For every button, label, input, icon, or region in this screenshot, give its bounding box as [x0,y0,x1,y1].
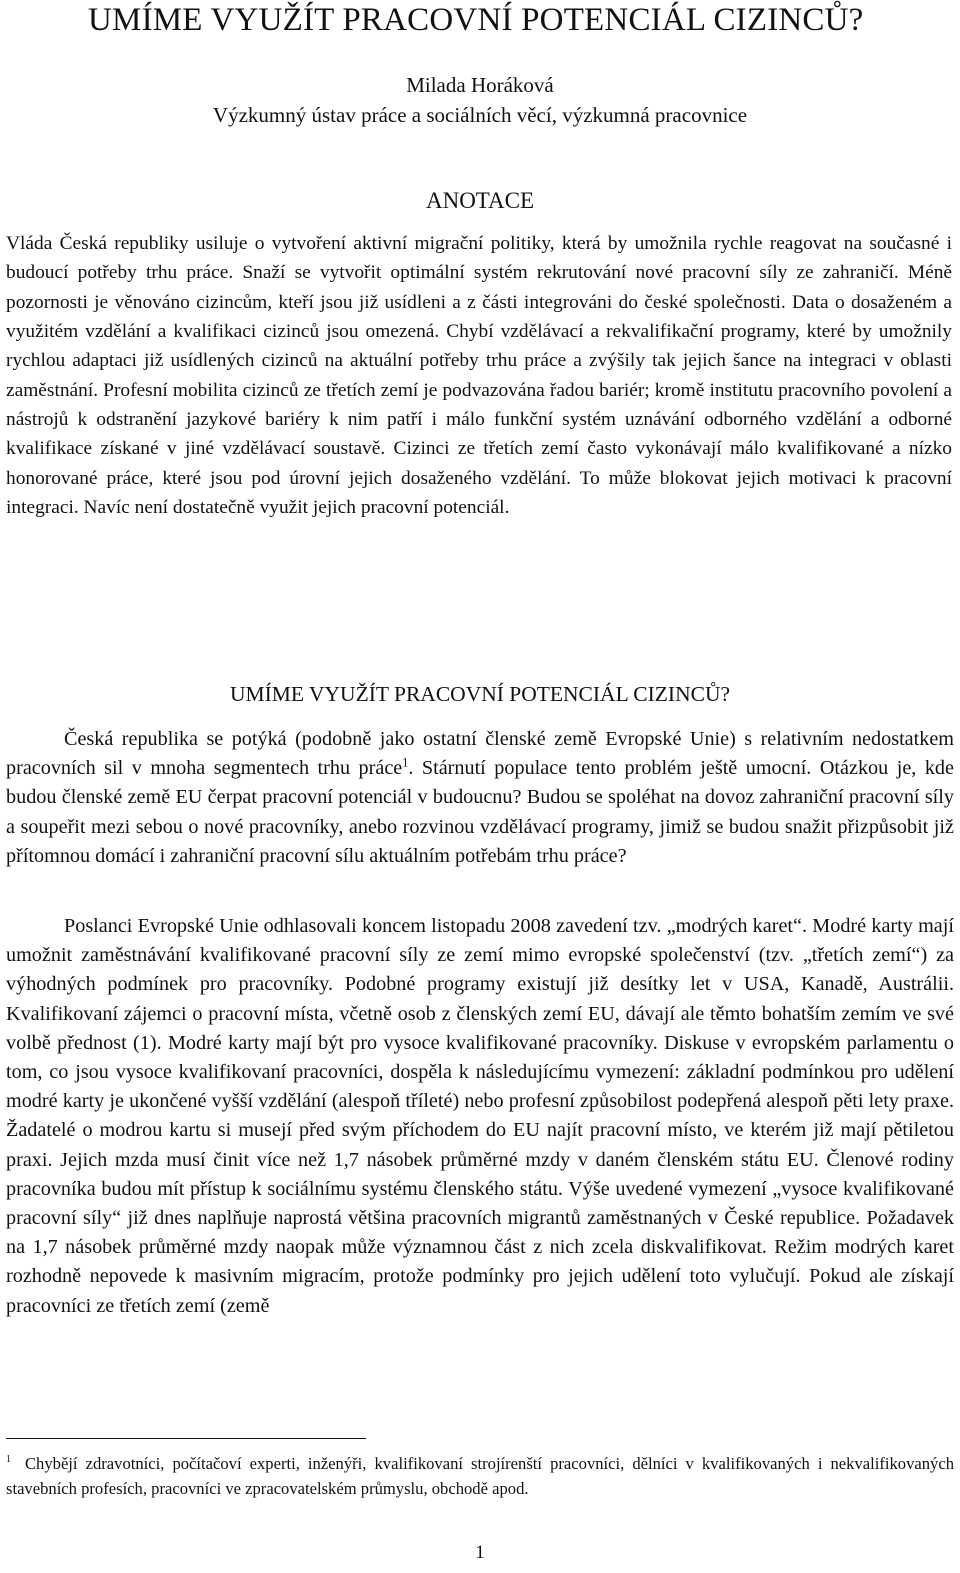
footnote-divider [6,1438,366,1439]
body-paragraph-2: Poslanci Evropské Unie odhlasovali koncem listopadu 2008 zavedení tzv. „modrých karet“. Modré karty mají umožnit zaměstnávání kvalifikované pracovní síly ze zemí mimo evropské společenství (tzv. „třetích zemí“) za výhodných podmínek pro pracovníky. Podobné programy existují již desítky let v USA, Kanadě, Austrálii. Kvalifikovaní zájemci o pracovní místa, včetně osob z členských zemí EU, dávají ale těmto bohatším zemím ve své volbě přednost (1). Modré karty mají být pro vysoce kvalifikované pracovníky. Diskuse v evropském parlamentu o tom, co jsou vysoce kvalifikovaní pracovníci, dospěla k následujícímu vymezení: základní podmínkou pro udělení modré karty je ukončené vyšší vzdělání (alespoň tříleté) nebo profesní způsobilost podepřená alespoň pěti lety praxe. Žadatelé o modrou kartu si musejí před svým příchodem do EU najít pracovní místo, ve kterém již mají pětiletou praxi. Jejich mzda musí činit více než 1,7 násobek průměrné mzdy v daném členském státu EU. Členové rodiny pracovníka budou mít přístup k sociálnímu systému členského státu. Výše uvedené vymezení „vysoce kvalifikované pracovní síly“ již dnes naplňuje naprostá většina pracovních migrantů zaměstnaných v České republice. Požadavek na 1,7 násobek průměrné mzdy naopak může významnou část z nich zcela diskvalifikovat. Režim modrých karet rozhodně nepovede k masivním migracím, protože podmínky pro jejich udělení toto vylučují. Pokud ale získají pracovníci ze třetích zemí (země [6,915,954,1317]
footnote [6,1452,954,1501]
footnote-text: Chybějí zdravotníci, počítačoví experti, inženýři, kvalifikovaní strojírenští pracovníci, dělníci v kvalifikovaných i nekvalifikovaných stavebních profesích, pracovníci ve zpracovatelském průmyslu, obchodě apod. [6,1454,954,1498]
author-block [0,70,960,130]
section-heading: UMÍME VYUŽÍT PRACOVNÍ POTENCIÁL CIZINCŮ? [229,682,731,706]
body-paragraph-1 [6,725,954,871]
footnote-marker: 1 [6,1454,11,1466]
document-title: UMÍME VYUŽÍT PRACOVNÍ POTENCIÁL CIZINCŮ? [88,2,864,38]
abstract-text: Vláda Česká republiky usiluje o vytvoření aktivní migrační politiky, která by umožnila rychle reagovat na současné i budoucí potřeby trhu práce. Snaží se vytvořit optimální systém rekrutování nové pracovní síly ze zahraničí. Méně pozornosti je věnováno cizincům, kteří jsou již usídleni a z části integrováni do české společnosti. Data o dosaženém a využitém vzdělání a kvalifikaci cizinců jsou omezená. Chybí vzdělávací a rekvalifikační programy, které by umožnily rychlou adaptaci již usídlených cizinců na aktuální potřeby trhu práce a zvýšily tak jejich šance na integraci v oblasti zaměstnání. Profesní mobilita cizinců ze třetích zemí je podvazována řadou bariér; kromě institutu pracovního povolení a nástrojů k odstranění jazykové bariéry k nim patří i málo funkční systém uznávání odborného vzdělání a odborné kvalifikace získané v jiné vzdělávací soustavě. Cizinci ze třetích zemí často vykonávají málo kvalifikované a nízko honorované práce, které jsou pod úrovní jejich dosaženého vzdělání. To může blokovat jejich motivaci k pracovní integraci. Navíc není dostatečně využit jejich pracovní potenciál. [6,233,952,519]
page-number: 1 [475,1542,485,1563]
footnote-reference[interactable]: 1 [402,755,409,770]
author-affiliation: Výzkumný ústav práce a sociálních věcí, výzkumná pracovnice [212,103,748,127]
paragraph-1-text-b: . Stárnutí populace tento problém ještě umocní. Otázkou je, kde budou členské země EU čerpat pracovní potenciál v budoucnu? Budou se spoléhat na dovoz zahraniční pracovní síly a soupeřit mezi sebou o nové pracovníky, anebo rozvinou vzdělávací programy, jimiž se budou snažit přizpůsobit již přítomnou domácí i zahraniční pracovní sílu aktuálním potřebám trhu práce? [6,757,954,867]
paragraph-1-text-a: Česká republika se potýká (podobně jako ostatní členské země Evropské Unie) s relativním nedostatkem pracovních sil v mnoha segmentech trhu práce [6,728,954,780]
abstract-heading: ANOTACE [425,188,535,213]
author-name: Milada Horáková [406,73,554,97]
